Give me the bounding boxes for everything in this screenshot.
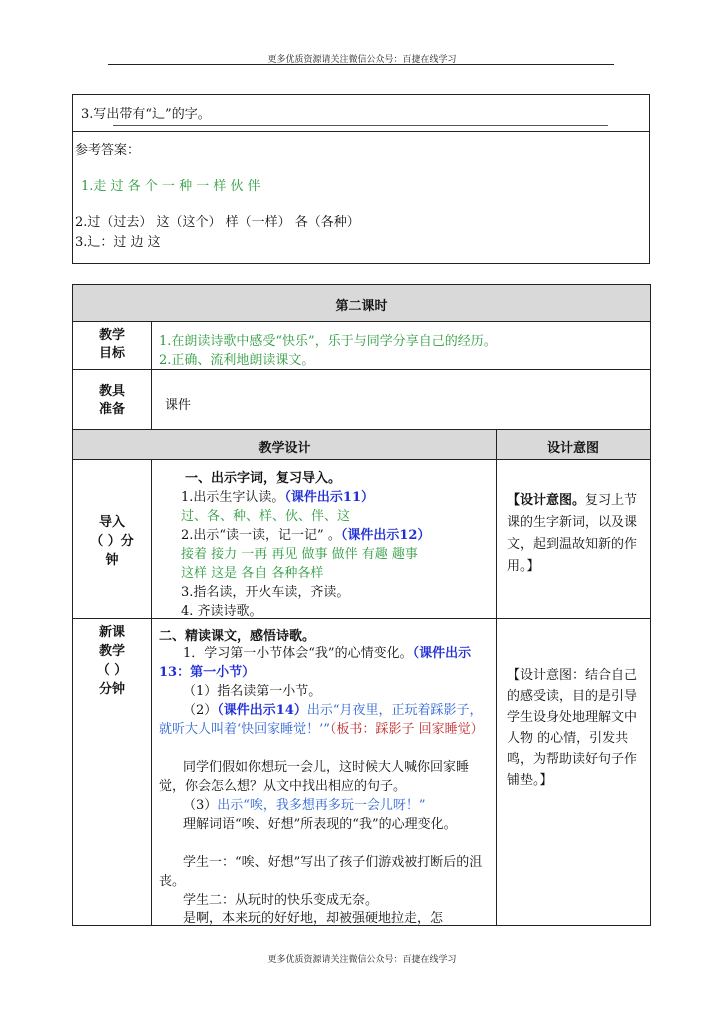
newlesson-intent: 【设计意图：结合自己的感受读，目的是引导学生设身处地理解文中人物 的心情，引发共鸣，为帮助读好句子作铺垫。】 <box>507 668 638 788</box>
newlesson-p8: 学生二：从玩时的快乐变成无奈。 <box>183 893 379 908</box>
question-3: 3.写出带有“辶”的字。 <box>81 107 211 122</box>
tools-value: 课件 <box>165 398 192 413</box>
lesson-title: 第二课时 <box>335 299 388 314</box>
page-footer: 更多优质资源请关注微信公众号：百捷在线学习 <box>267 955 457 965</box>
newlesson-p9: 是啊，本来玩的好好地，却被强硬地拉走，怎 <box>183 911 444 926</box>
intro-line-4: 4. 齐读诗歌。 <box>181 604 263 619</box>
intro-words-1: 接着 接力 一再 再见 做事 做伴 有趣 趣事 <box>181 547 418 562</box>
newlesson-p2: （1）指名读第一小节。 <box>183 684 322 699</box>
tools-label: 教具 准备 <box>98 384 125 417</box>
newlesson-p1: 1．学习第一小节体会“我”的心情变化。（课件出示13：第一小节） <box>159 646 472 680</box>
intro-line-3: 3.指名读，开火车读，齐读。 <box>181 585 350 600</box>
newlesson-p3: （2）（课件出示14）出示“月夜里，正玩着踩影子，就听大人叫着‘快回家睡觉！’”（板书：踩影子 回家睡觉） <box>159 703 484 737</box>
intent-header: 设计意图 <box>546 441 599 456</box>
answer-3: 3.辶：过 边 这 <box>75 235 161 250</box>
intro-chars: 过、各、种、样、伙、伴、这 <box>181 509 351 524</box>
answer-2: 2.过（过去） 这（这个） 样（一样） 各（各种） <box>75 215 360 230</box>
intro-line-1: 1.出示生字认读。（课件出示11） <box>181 490 374 505</box>
newlesson-p7: 学生一：“唉、好想”写出了孩子们游戏被打断后的沮丧。 <box>159 855 483 889</box>
answer-1: 1.走 过 各 个 一 种 一 样 伙 伴 <box>81 179 261 194</box>
design-header: 教学设计 <box>258 441 311 456</box>
header-rule <box>108 64 614 65</box>
newlesson-heading: 二、精读课文，感悟诗歌。 <box>159 629 316 644</box>
answer-title: 参考答案： <box>75 143 141 158</box>
box-divider <box>73 131 649 132</box>
goal-label: 教学 目标 <box>98 328 125 361</box>
intro-words-2: 这样 这是 各自 各种各样 <box>181 566 324 581</box>
lesson-table <box>72 284 651 926</box>
newlesson-label: 新课 教学 （ ） 分钟 <box>96 625 128 697</box>
answer-blank-line <box>113 125 608 126</box>
page-header: 更多优质资源请关注微信公众号：百捷在线学习 <box>267 55 457 65</box>
intro-line-2: 2.出示“读一读，记一记” 。（课件出示12） <box>181 528 431 543</box>
intro-heading: 一、出示字词，复习导入。 <box>185 471 342 486</box>
newlesson-p4: 同学们假如你想玩一会儿，这时候大人喊你回家睡觉，你会怎么想？从文中找出相应的句子。 <box>159 760 470 794</box>
goal-1: 1.在朗读诗歌中感受“快乐”，乐于与同学分享自己的经历。 <box>159 334 497 349</box>
exercise-box <box>72 94 650 264</box>
intro-label: 导入 （ ）分 钟 <box>90 515 134 568</box>
goal-2: 2.正确、流利地朗读课文。 <box>159 353 315 368</box>
newlesson-p6: 理解词语“唉、好想”所表现的“我”的心理变化。 <box>183 817 457 832</box>
intro-intent: 【设计意图。复习上节课的生字新词，以及课文，起到温故知新的作用。】 <box>507 493 638 574</box>
newlesson-p5: （3）出示“唉，我多想再多玩一会儿呀！” <box>183 798 426 813</box>
